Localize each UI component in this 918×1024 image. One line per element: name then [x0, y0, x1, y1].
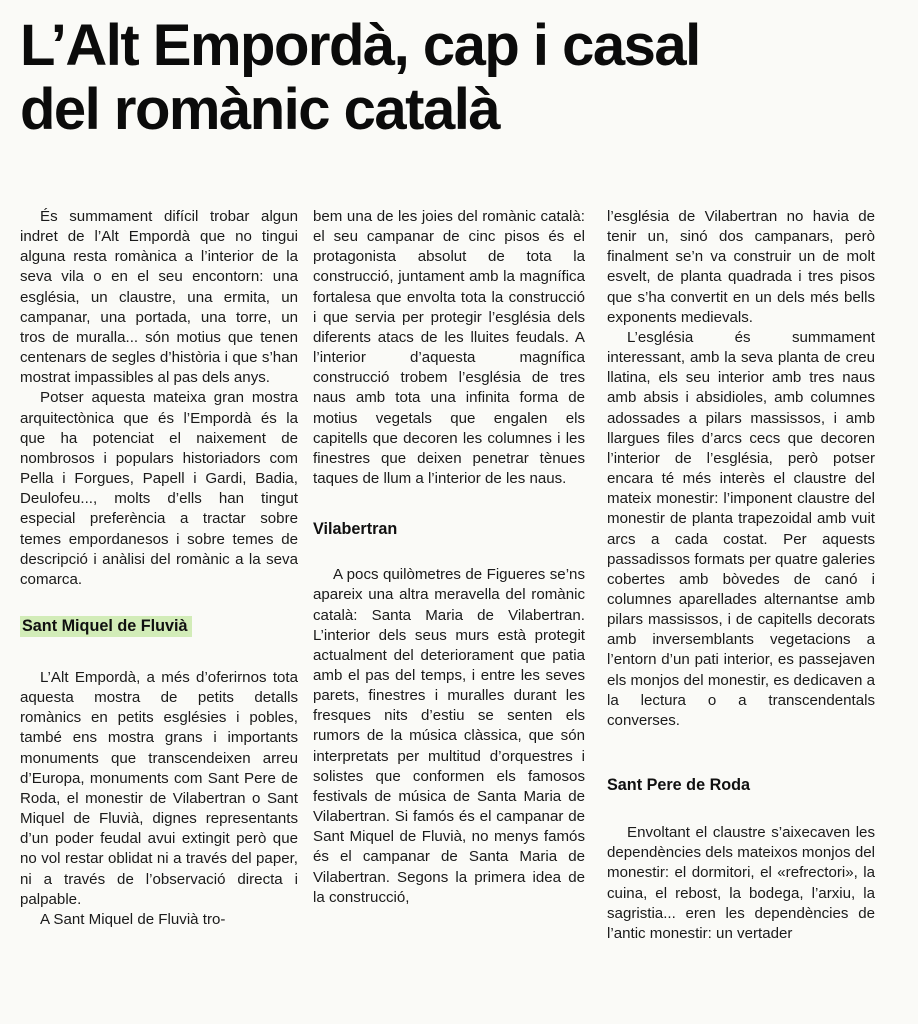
- headline-line-2: del romànic català: [20, 77, 500, 142]
- paragraph: Envoltant el claustre s’aixecaven les dependències dels mateixos monjos del monestir: el dormitori, el «refrectori», la cuina, el rebost, la bodega, l’arxiu, la sagristia... eren les dependències de l’antic monestir: un vertader: [607, 824, 875, 942]
- subheading-sant-pere-de-roda: Sant Pere de Roda: [607, 776, 751, 795]
- paragraph: bem una de les joies del romànic català: el seu campanar de cinc pisos és el protagonista absolut de tota la construcció, juntament amb la magnífica fortalesa que envolta tota la construcció i que servia per protegir l’església dels diferents atacs de les lluites feudals. A l’interior d’aquesta magnífica construcció trobem l’església de tres naus amb tota una infinita forma de motius vegetals que engalen els capitells que decoren les columnes i les finestres que deixen penetrar tènues taques de llum a l’interior de les naus.: [313, 208, 585, 488]
- paragraph: L’Alt Empordà, a més d’oferirnos tota aquesta mostra de petits detalls romànics en petits esglésies i pobles, també ens mostra grans i importants monuments que transcendeixen arreu d’Europa, monuments com Sant Pere de Roda, el monestir de Vilabertran o Sant Miquel de Fluvià, dignes representants d’un poder feudal avui extingit però que no vol restar oblidat ni a través del paper, ni a través de l’observació directa i palpable.: [20, 668, 298, 908]
- article-column-3: [607, 207, 875, 944]
- paragraph: L’església és summament interessant, amb la seva planta de creu llatina, els seu interior amb tres naus amb absis i absidioles, amb columnes adossades a pilars massissos, i amb llargues files d’arcs cecs que decoren l’interior de l’església, però potser encara té més interès el claustre del mateix monestir: l’imponent claustre del monestir de planta trapezoidal amb vuit arcs a cada costat. Per aquests passadissos formats per quatre galeries cobertes amb bòvedes de canó i columnes aparellades alternantse amb pilars massissos, i de capitells decorats amb inversemblants vegetacions a l’entorn d’un pati interior, es passejaven els monjos del monestir, es dedicaven a la lectura o a transcendentals converses.: [607, 328, 875, 729]
- paragraph: l’església de Vilabertran no havia de tenir un, sinó dos campanars, però finalment se’n va construir un de molt esvelt, de planta quadrada i tres pisos que s’ha convertit en un dels més bells exponents medievals.: [607, 208, 875, 326]
- subheading-vilabertran: Vilabertran: [313, 520, 398, 539]
- article-column-2: [313, 207, 585, 908]
- paragraph: A Sant Miquel de Fluvià tro-: [40, 910, 226, 928]
- paragraph: A pocs quilòmetres de Figueres se’ns apareix una altra meravella del romànic català: Santa Maria de Vilabertran. L’interior dels seus murs està protegit actualment del deteriorament que patia amb el pas del temps, i entre les seves parets, finestres i muralles durant les fresques nits d’estiu se senten els rumors de la música clàssica, que són interpretats per multitud d’orquestres i solistes que conformen els famosos festivals de música de Santa Maria de Vilabertran. Si famós és el campanar de Sant Miquel de Fluvià, no menys famós és el campanar de Santa Maria de Vilabertran. Segons la primera idea de la construcció,: [313, 566, 585, 906]
- paragraph: Potser aquesta mateixa gran mostra arquitectònica que és l’Empordà és la que ha potenciat el naixement de nombrosos i populars historiadors com Pella i Forgues, Papell i Gardi, Badia, Deulofeu..., molts d’ells han tingut especial preferència a tractar sobre temes empordanesos i sobre temes de descripció i anàlisi del romànic a la seva comarca.: [20, 389, 298, 588]
- highlighted-subheading-text: Sant Miquel de Fluvià: [20, 616, 192, 637]
- paragraph: És summament difícil trobar algun indret de l’Alt Empordà que no tingui alguna resta romànica a l’interior de la seva vila o en el seu encontorn: una església, un claustre, una ermita, un campanar, una portada, una torre, un tros de muralla... són motius que tenen centenars de segles d’història i que s’han mostrat impassibles al pas dels anys.: [20, 208, 298, 387]
- article-headline: [20, 14, 900, 142]
- headline-line-1: L’Alt Empordà, cap i casal: [20, 13, 700, 78]
- article-column-1: [20, 207, 298, 930]
- subheading-sant-miquel-de-fluvia: [20, 616, 298, 636]
